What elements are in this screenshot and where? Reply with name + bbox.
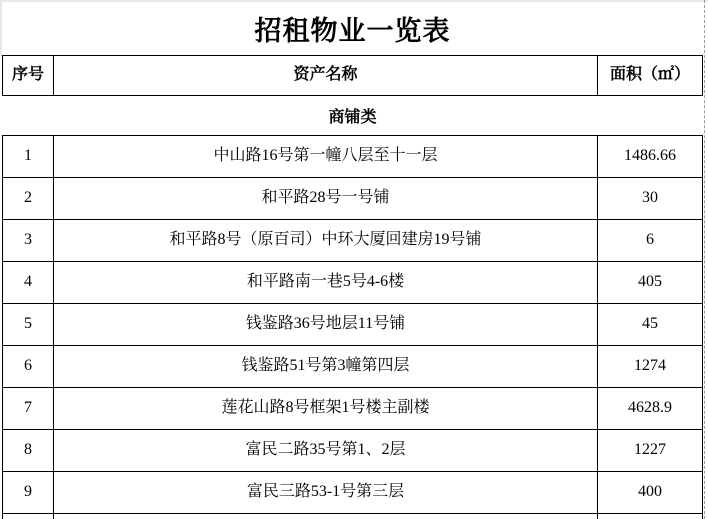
table-header-row: [2, 55, 703, 96]
row-index-cell: [3, 514, 54, 519]
property-table: [2, 55, 703, 519]
row-index-cell: 6: [3, 346, 54, 387]
asset-name-cell: 和平路南一巷5号4-6楼: [54, 262, 598, 303]
area-cell: 6: [646, 231, 654, 249]
clipped-next-row: [2, 514, 703, 519]
area-cell: 400: [638, 483, 662, 501]
asset-name-cell: 和平路8号（原百司）中环大厦回建房19号铺: [54, 220, 598, 261]
row-index-cell: 5: [3, 304, 54, 345]
asset-name-cell: 钱鉴路36号地层11号铺: [54, 304, 598, 345]
page-break-dashed-line: [704, 0, 705, 519]
area-cell: 1227: [634, 441, 666, 459]
table-row: [2, 262, 703, 304]
column-header-index: 序号: [3, 56, 54, 95]
table-row: [2, 136, 703, 178]
table-row: [2, 472, 703, 514]
area-cell: 405: [638, 273, 662, 291]
column-header-area: 面积（㎡）: [609, 66, 690, 84]
area-cell: 1486.66: [624, 147, 676, 165]
asset-name-cell: 和平路28号一号铺: [54, 178, 598, 219]
asset-name-cell: 富民三路53-1号第三层: [54, 472, 598, 513]
row-index-cell: 1: [3, 136, 54, 177]
area-cell: 1274: [634, 357, 666, 375]
asset-name-cell: 莲花山路8号框架1号楼主副楼: [54, 388, 598, 429]
area-cell: 45: [642, 315, 658, 333]
asset-name-cell: 富民二路35号第1、2层: [54, 430, 598, 471]
table-row: [2, 304, 703, 346]
area-cell: [598, 514, 702, 519]
row-index-cell: 9: [3, 472, 54, 513]
column-header-asset-name: 资产名称: [54, 56, 598, 95]
row-index-cell: 8: [3, 430, 54, 471]
table-row: [2, 220, 703, 262]
table-row: [2, 430, 703, 472]
table-row: [2, 178, 703, 220]
area-cell: 4628.9: [628, 399, 672, 417]
row-index-cell: 2: [3, 178, 54, 219]
row-index-cell: 3: [3, 220, 54, 261]
area-cell: 30: [642, 189, 658, 207]
row-index-cell: 4: [3, 262, 54, 303]
asset-name-cell: 中山路16号第一幢八层至十一层: [54, 136, 598, 177]
table-row: [2, 388, 703, 430]
table-row: [2, 346, 703, 388]
document-title: 招租物业一览表: [254, 16, 451, 46]
section-header-label: 商铺类: [328, 109, 377, 126]
section-header-row: [2, 96, 703, 136]
asset-name-cell: 钱鉴路51号第3幢第四层: [54, 346, 598, 387]
row-index-cell: 7: [3, 388, 54, 429]
asset-name-cell: [54, 514, 598, 519]
